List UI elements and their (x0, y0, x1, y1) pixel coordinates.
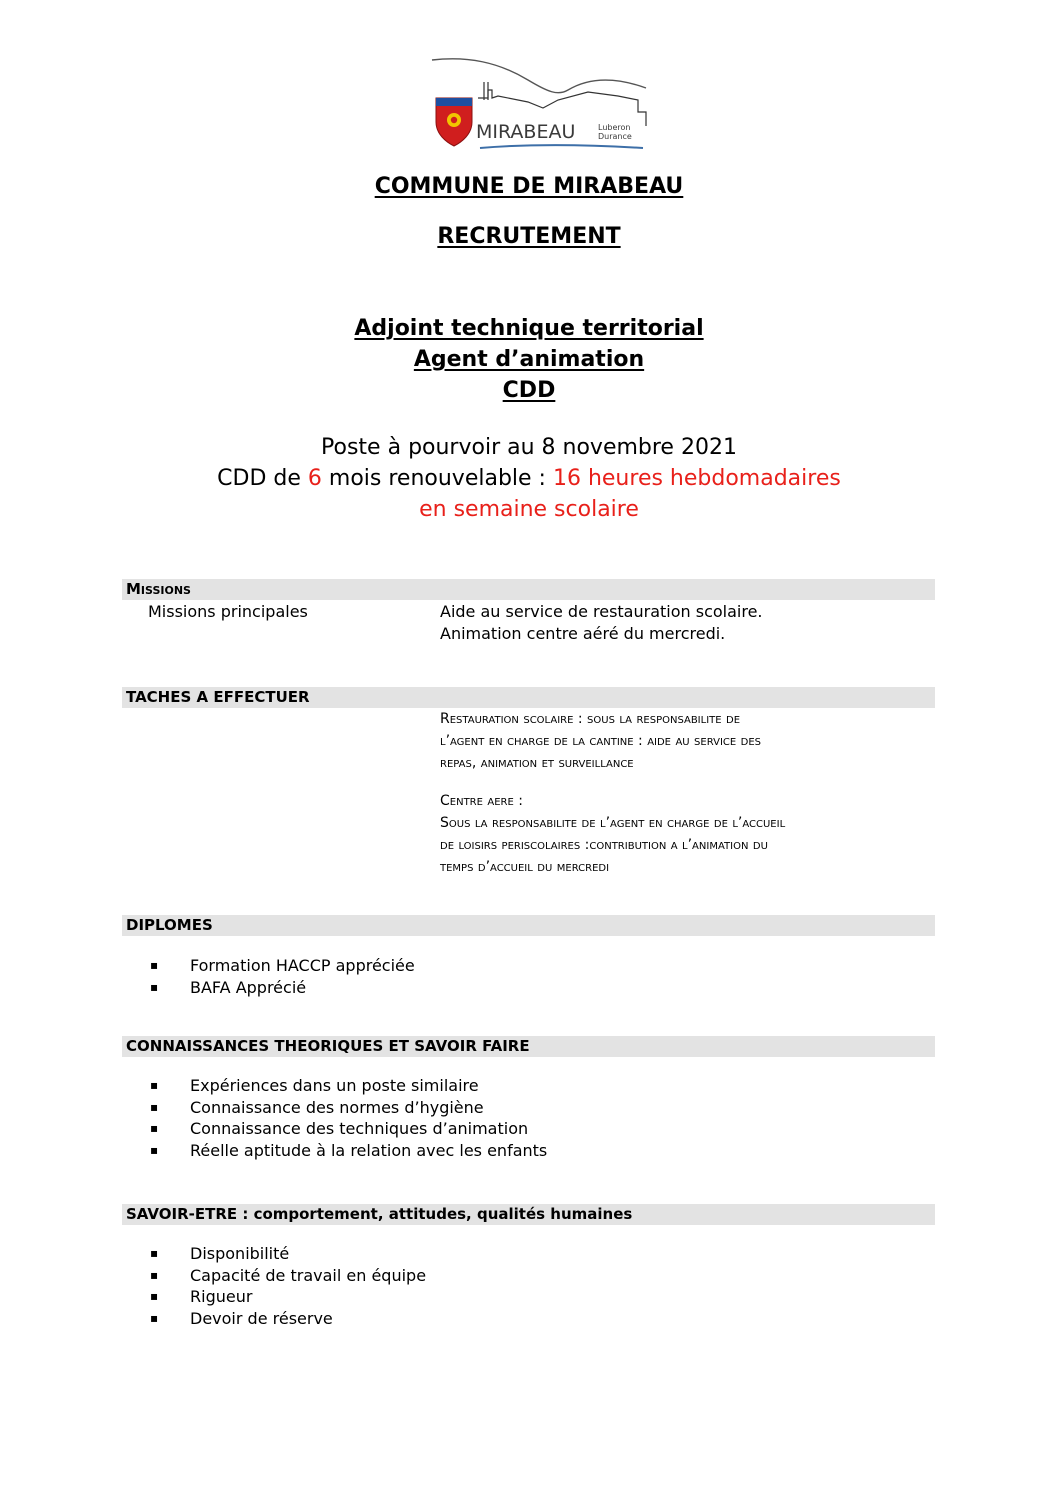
taches-p1-line-2: l’agent en charge de la cantine : aide au service des (440, 733, 762, 749)
cdd-months: 6 (307, 466, 322, 491)
svg-text:MIRABEAU: MIRABEAU (476, 121, 576, 143)
savoir-etre-list (150, 1243, 426, 1329)
list-item: ▪ Réelle aptitude à la relation avec les enfants (150, 1140, 547, 1162)
commune-title: COMMUNE DE MIRABEAU (374, 174, 684, 199)
taches-p2-line-1: Centre aere : (440, 793, 523, 809)
section-bar-taches (122, 687, 935, 708)
missions-line-1: Aide au service de restauration scolaire. (440, 602, 763, 621)
taches-para-2 (440, 790, 785, 878)
diplomes-list (150, 955, 415, 998)
poste-block (0, 432, 1058, 525)
taches-p2-line-3: de loisirs periscolaires :contribution a l’animation du (440, 837, 768, 853)
poste-date: Poste à pourvoir au 8 novembre 2021 (321, 435, 737, 460)
list-item: ▪ Connaissance des techniques d’animation (150, 1118, 547, 1140)
cdd-middle: mois renouvelable : (321, 466, 553, 491)
taches-p1-line-3: repas, animation et surveillance (440, 755, 634, 771)
section-title-taches: TACHES A EFFECTUER (126, 688, 310, 706)
job-title-line-2: Agent d’animation (413, 347, 645, 372)
mirabeau-logo-graphic (428, 52, 656, 156)
list-item: ▪ Disponibilité (150, 1243, 426, 1265)
recrutement-title: RECRUTEMENT (437, 224, 621, 249)
connaissances-list (150, 1075, 547, 1161)
list-item: ▪ Devoir de réserve (150, 1308, 426, 1330)
list-item: ▪ Capacité de travail en équipe (150, 1265, 426, 1287)
mirabeau-logo (428, 52, 656, 156)
section-title-connaissances: CONNAISSANCES THEORIQUES ET SAVOIR FAIRE (126, 1037, 530, 1055)
cdd-hours: 16 heures hebdomadaires (552, 466, 841, 491)
job-title-line-1: Adjoint technique territorial (354, 316, 704, 341)
job-title-block (0, 313, 1058, 406)
taches-p1-line-1: Restauration scolaire : sous la responsabilite de (440, 711, 741, 727)
job-title-line-3: CDD (502, 378, 556, 403)
list-item: ▪ Expériences dans un poste similaire (150, 1075, 547, 1097)
section-bar-diplomes (122, 915, 935, 936)
list-item: ▪ Formation HACCP appréciée (150, 955, 415, 977)
list-item: ▪ BAFA Apprécié (150, 977, 415, 999)
taches-p2-line-2: Sous la responsabilite de l’agent en charge de l’accueil (440, 815, 786, 831)
section-title-savoir-etre: SAVOIR-ETRE : comportement, attitudes, qualités humaines (126, 1205, 633, 1223)
poste-cdd-line (0, 463, 1058, 494)
section-title-missions: Missions (126, 580, 191, 598)
missions-label: Missions principales (148, 602, 308, 621)
svg-text:Luberon: Luberon (598, 123, 631, 132)
missions-line-2: Animation centre aéré du mercredi. (440, 624, 726, 643)
taches-p2-line-4: temps d’accueil du mercredi (440, 859, 610, 875)
list-item: ▪ Connaissance des normes d’hygiène (150, 1097, 547, 1119)
cdd-prefix: CDD de (217, 466, 308, 491)
section-bar-savoir-etre (122, 1204, 935, 1225)
taches-para-1 (440, 708, 761, 774)
section-title-diplomes: DIPLOMES (126, 916, 213, 934)
poste-schedule: en semaine scolaire (419, 497, 639, 522)
svg-text:Durance: Durance (598, 132, 632, 141)
section-bar-connaissances (122, 1036, 935, 1057)
section-bar-missions (122, 579, 935, 600)
list-item: ▪ Rigueur (150, 1286, 426, 1308)
